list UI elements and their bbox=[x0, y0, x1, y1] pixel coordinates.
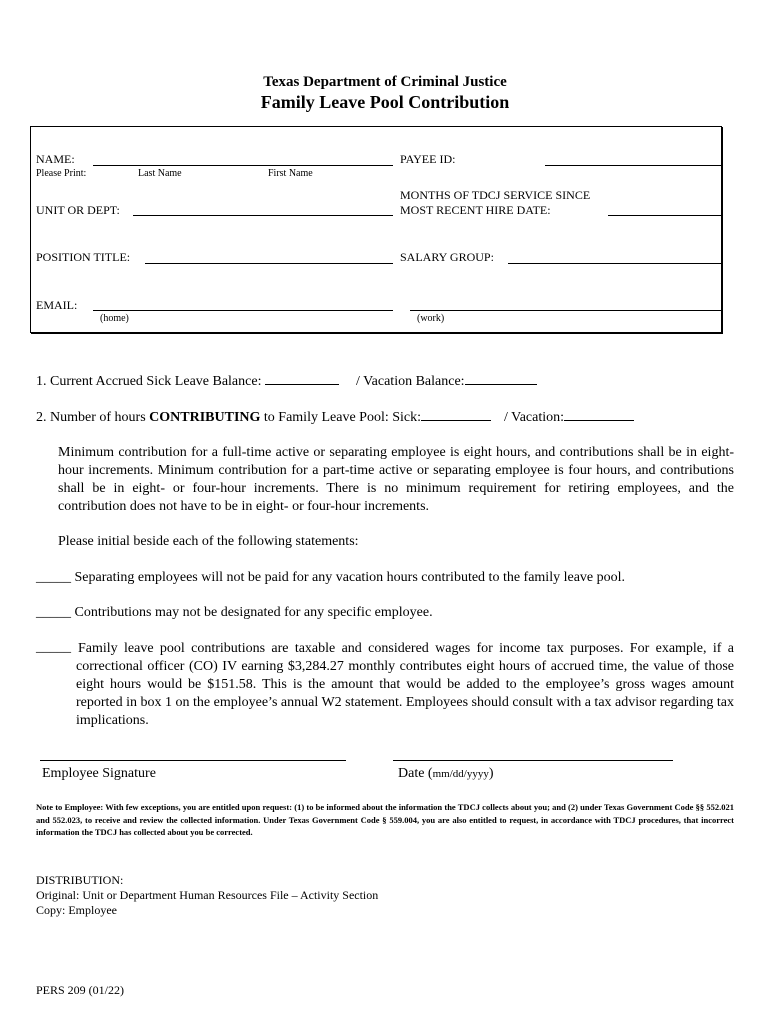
payee-id-field[interactable] bbox=[545, 165, 721, 166]
statement-2-initial-blank[interactable]: _____ bbox=[36, 605, 71, 620]
statement-1-initial-blank[interactable]: _____ bbox=[36, 570, 71, 585]
initial-instruction: Please initial beside each of the following statements: bbox=[58, 534, 359, 549]
date-close: ) bbox=[488, 766, 494, 781]
position-title-label: POSITION TITLE: bbox=[36, 250, 131, 264]
q2-contributing: CONTRIBUTING bbox=[149, 410, 261, 425]
distribution-block bbox=[36, 873, 378, 918]
unit-dept-field[interactable] bbox=[133, 215, 393, 216]
position-title-field[interactable] bbox=[145, 263, 393, 264]
date-line[interactable] bbox=[393, 760, 673, 761]
vacation-balance-label: / Vacation Balance: bbox=[355, 374, 465, 389]
statement-3-initial-blank[interactable]: _____ bbox=[36, 640, 71, 655]
email-work-label: (work) bbox=[417, 313, 445, 324]
email-home-field[interactable] bbox=[93, 310, 393, 311]
statement-3 bbox=[36, 640, 734, 730]
minimum-contribution-text: Minimum contribution for a full-time active or separating employee is eight hours, and contributions shall be in eight-hour increments. Minimum contribution for a part-time active or separating employee is four hours, and contributions shall be in eight- or four-hour increments. There is no minimum requirement for retiring employees, and the contribution does not have to be in eight- or four-hour increments. bbox=[58, 445, 734, 514]
statement-3-text bbox=[36, 640, 734, 730]
statement-2-text: Contributions may not be designated for any specific employee. bbox=[74, 605, 433, 620]
employee-signature-label: Employee Signature bbox=[42, 766, 156, 781]
q2-prefix: 2. Number of hours bbox=[36, 410, 150, 425]
agency-name: Texas Department of Criminal Justice bbox=[263, 74, 507, 90]
date-format: mm/dd/yyyy bbox=[432, 768, 489, 780]
distribution-original: Original: Unit or Department Human Resources File – Activity Section bbox=[36, 888, 379, 902]
employee-signature-line[interactable] bbox=[40, 760, 346, 761]
salary-group-field[interactable] bbox=[508, 263, 721, 264]
q2-vacation-label: / Vacation: bbox=[504, 410, 565, 425]
statement-1 bbox=[36, 570, 625, 586]
form-number: PERS 209 (01/22) bbox=[36, 983, 125, 997]
statement-3-body: Family leave pool contributions are taxable and considered wages for income tax purposes. For example, if a correctional officer (CO) IV earning $3,284.27 monthly contributes eight hours of accrued time, the value of those eight hours would be $151.58. This is the amount that would be added to the employee’s gross wages amount reported in box 1 on the employee’s annual W2 statement. Employees should consult with a tax advisor regarding tax implications. bbox=[76, 641, 734, 728]
months-service-field[interactable] bbox=[608, 215, 721, 216]
name-field[interactable] bbox=[93, 165, 393, 166]
please-print-label: Please Print: bbox=[36, 168, 87, 179]
q2-sick-label: to Family Leave Pool: Sick: bbox=[260, 410, 422, 425]
name-label: NAME: bbox=[36, 152, 75, 166]
email-work-field[interactable] bbox=[410, 310, 721, 311]
question-2 bbox=[36, 406, 634, 426]
months-service-label-2: MOST RECENT HIRE DATE: bbox=[400, 203, 551, 217]
question-1 bbox=[36, 370, 537, 390]
statement-1-text: Separating employees will not be paid for any vacation hours contributed to the family leave pool. bbox=[74, 570, 626, 585]
sick-balance-label: 1. Current Accrued Sick Leave Balance: bbox=[36, 374, 262, 389]
distribution-copy: Copy: Employee bbox=[36, 903, 117, 917]
unit-dept-label: UNIT OR DEPT: bbox=[36, 203, 120, 217]
employee-info-box bbox=[30, 126, 722, 333]
note-to-employee: Note to Employee: With few exceptions, you are entitled upon request: (1) to be informed about the information the TDCJ collects about you; and (2) under Texas Government Code §§ 552.021 and 552.023, to receive and review the collected information. Under Texas Government Code § 559.004, you are also entitled to request, in accordance with TDCJ procedures, that incorrect information the TDCJ has collected about you be corrected. bbox=[36, 802, 734, 837]
first-name-label: First Name bbox=[268, 168, 313, 179]
email-home-label: (home) bbox=[100, 313, 129, 324]
date-label-text: Date ( bbox=[398, 766, 433, 781]
contributing-sick-field[interactable] bbox=[421, 406, 491, 421]
payee-id-label: PAYEE ID: bbox=[400, 152, 456, 166]
distribution-heading: DISTRIBUTION: bbox=[36, 873, 124, 887]
salary-group-label: SALARY GROUP: bbox=[400, 250, 494, 264]
statement-2 bbox=[36, 605, 433, 621]
date-label bbox=[398, 766, 494, 782]
vacation-balance-field[interactable] bbox=[465, 370, 537, 385]
email-label: EMAIL: bbox=[36, 298, 78, 312]
sick-balance-field[interactable] bbox=[265, 370, 339, 385]
last-name-label: Last Name bbox=[138, 168, 182, 179]
contributing-vacation-field[interactable] bbox=[564, 406, 634, 421]
form-title: Family Leave Pool Contribution bbox=[260, 92, 510, 112]
months-service-label-1: MONTHS OF TDCJ SERVICE SINCE bbox=[400, 188, 591, 202]
